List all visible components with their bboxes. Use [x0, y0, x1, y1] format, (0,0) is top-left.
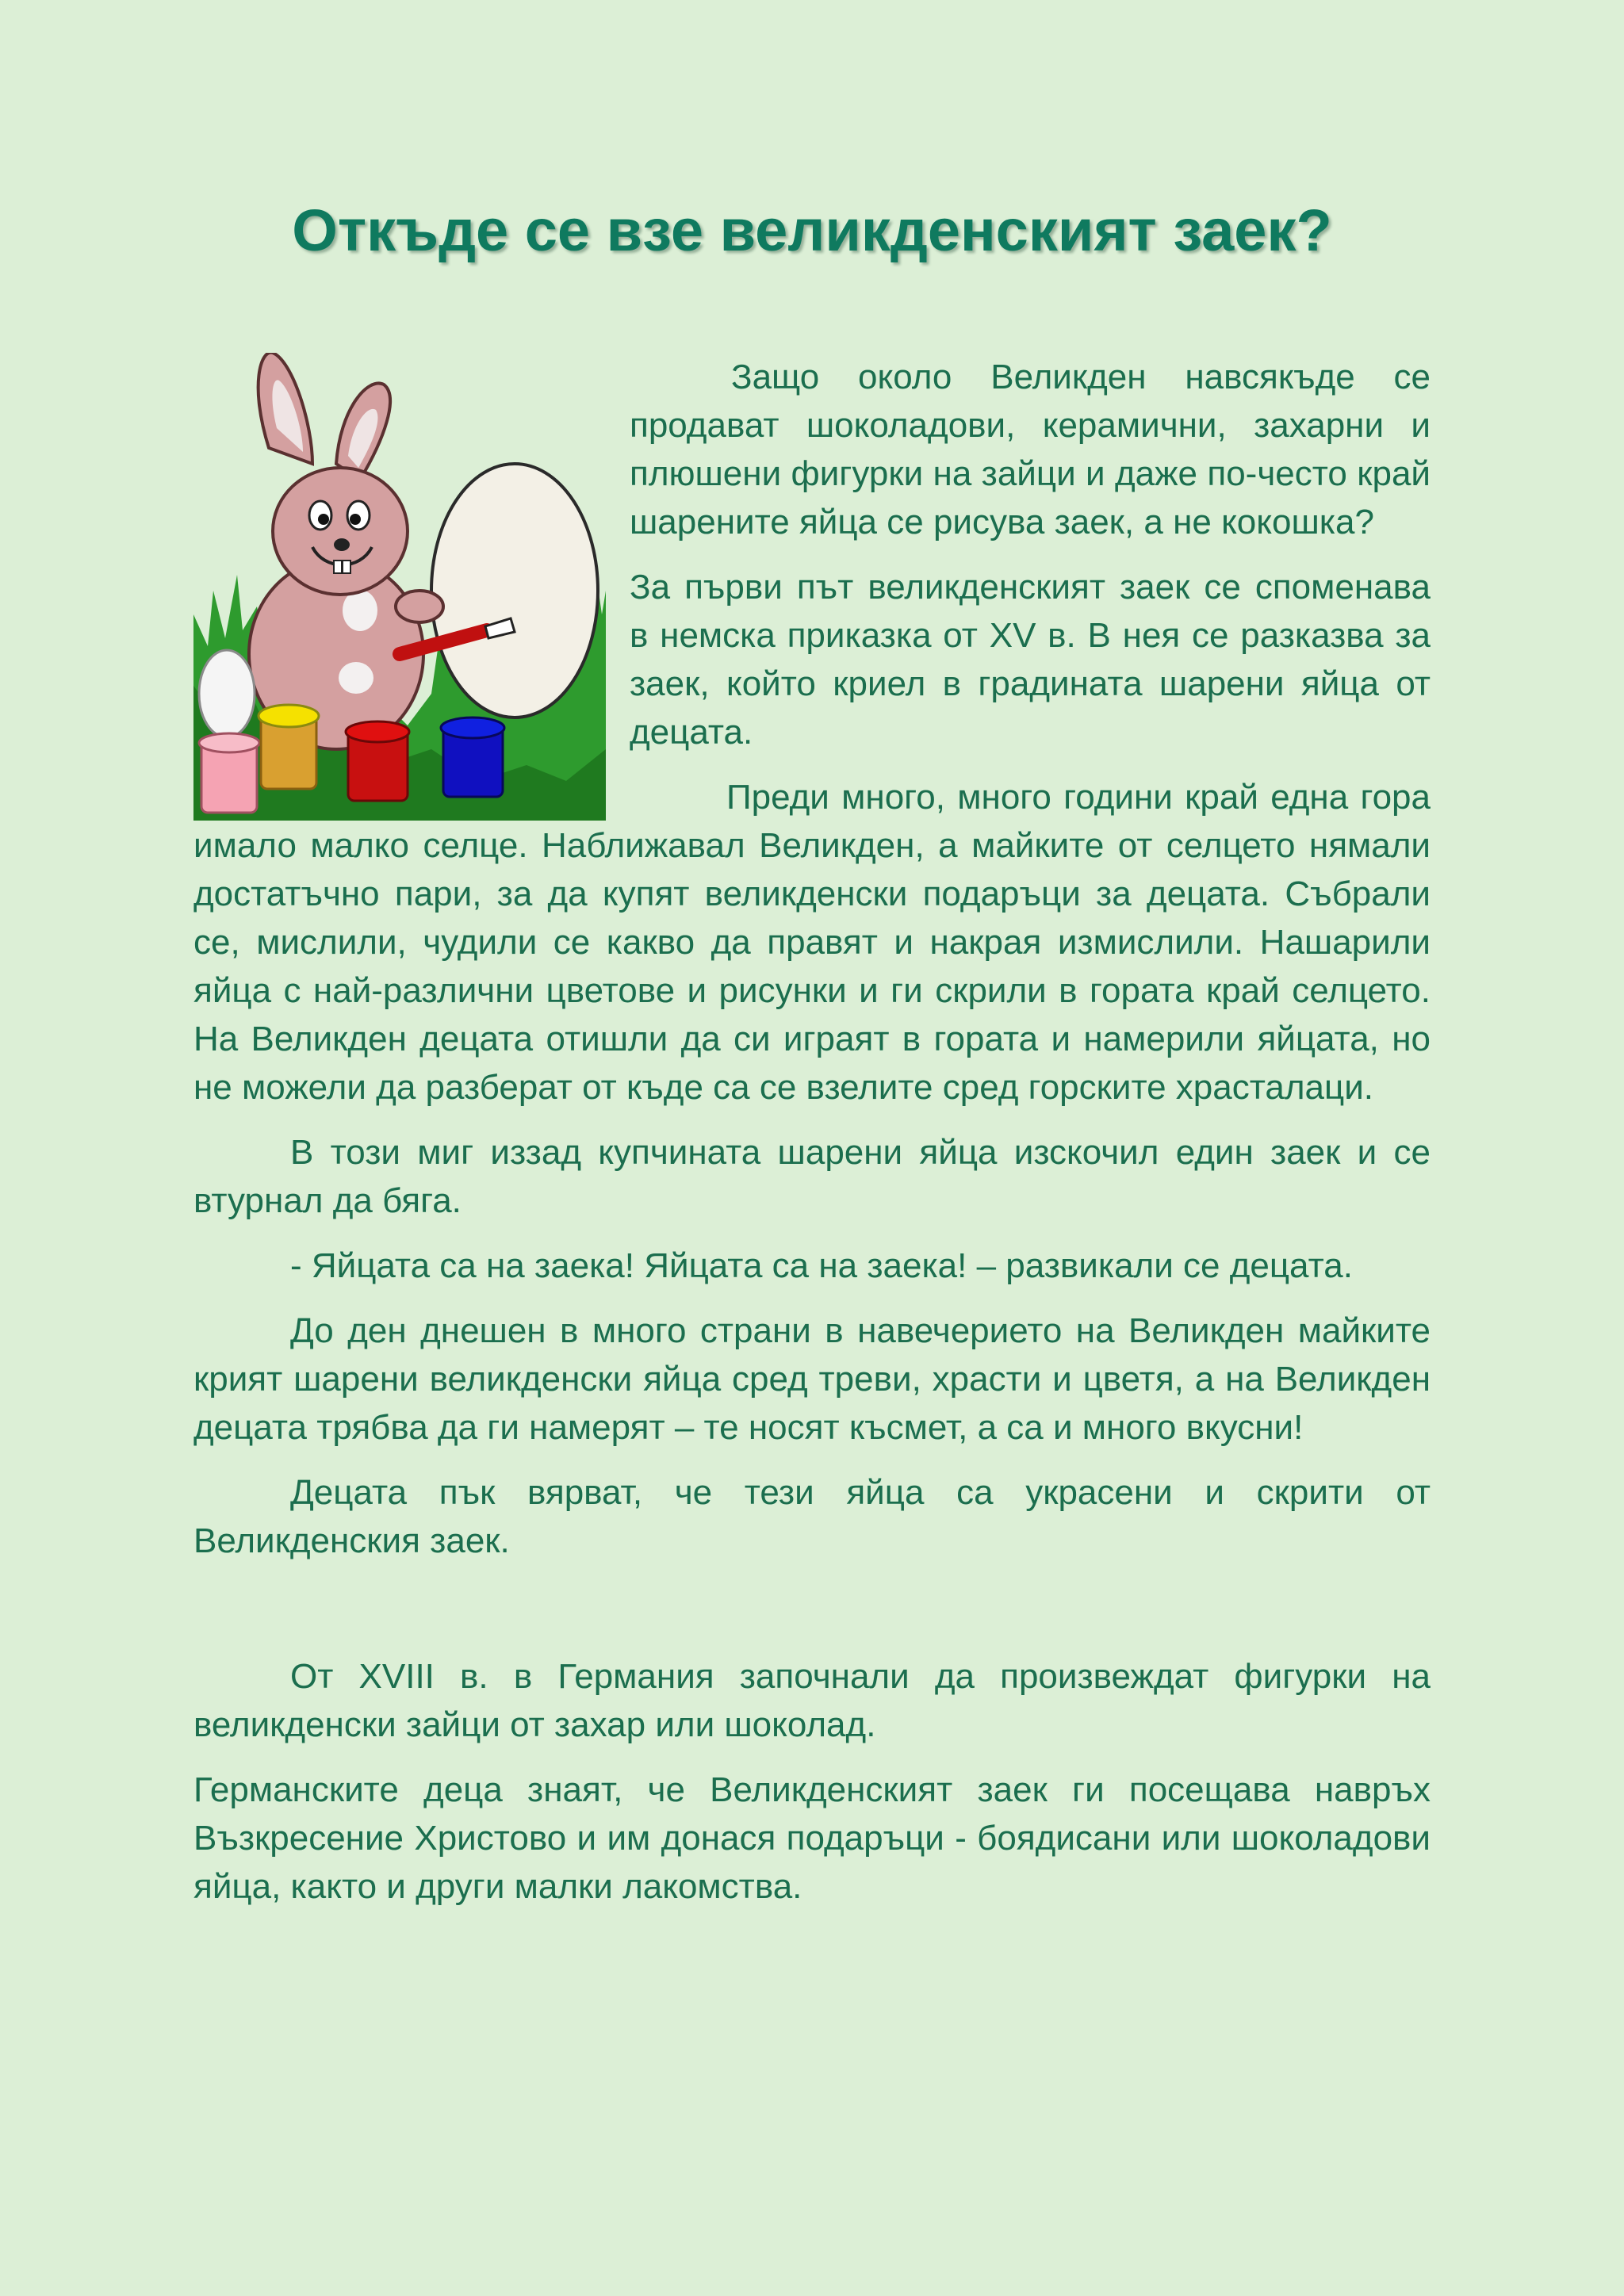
easter-bunny-illustration	[193, 353, 606, 821]
paragraph-3: Преди много, много години край една гора имало малко селце. Наближавал Великден, а майките от селцето нямали достатъчно пари, за да купят великденски подаръци за децата. Събрали се, мислили, чудили се какво да правят и накрая измислили. Нашарили яйца с най-различни цветове и рисунки и ги скрили в гората край селцето. На Великден децата отишли да си играят в гората и намерили яйцата, но не можели да разберат от къде са се взелите сред горските храсталаци.	[193, 778, 1431, 1107]
easter-bunny-painting-egg-icon	[193, 353, 606, 821]
paragraph-5: - Яйцата са на заека! Яйцата са на заека! – развикали се децата.	[290, 1246, 1353, 1285]
paragraph-8: От XVIII в. в Германия започнали да произвеждат фигурки на великденски зайци от захар или шоколад.	[193, 1657, 1431, 1744]
paragraph-7: Децата пък вярват, че тези яйца са украсени и скрити от Великденския заек.	[193, 1473, 1431, 1560]
page-title: Откъде се взе великденският заек?	[292, 197, 1332, 263]
paragraph-2: За първи път великденският заек се споменава в немска приказка от XV в. В нея се разказва за заек, който криел в градината шарени яйца от децата.	[630, 568, 1431, 752]
paragraph-6: До ден днешен в много страни в навечерието на Великден майките крият шарени великденски яйца сред треви, храсти и цветя, а на Великден децата трябва да ги намерят – те носят късмет, а са и много вкусни!	[193, 1311, 1431, 1447]
paragraph-4: В този миг иззад купчината шарени яйца изскочил един заек и се втурнал да бяга.	[193, 1133, 1431, 1220]
paragraph-9: Германските деца знаят, че Великденският заек ги посещава навръх Възкресение Христово и им донася подаръци - боядисани или шоколадови яйца, както и други малки лакомства.	[193, 1770, 1431, 1906]
article-body	[193, 353, 1431, 1927]
paragraph-1: Защо около Великден навсякъде се продават шоколадови, керамични, захарни и плюшени фигурки на зайци и даже по-често край шарените яйца се рисува заек, а не кокошка?	[630, 358, 1431, 541]
